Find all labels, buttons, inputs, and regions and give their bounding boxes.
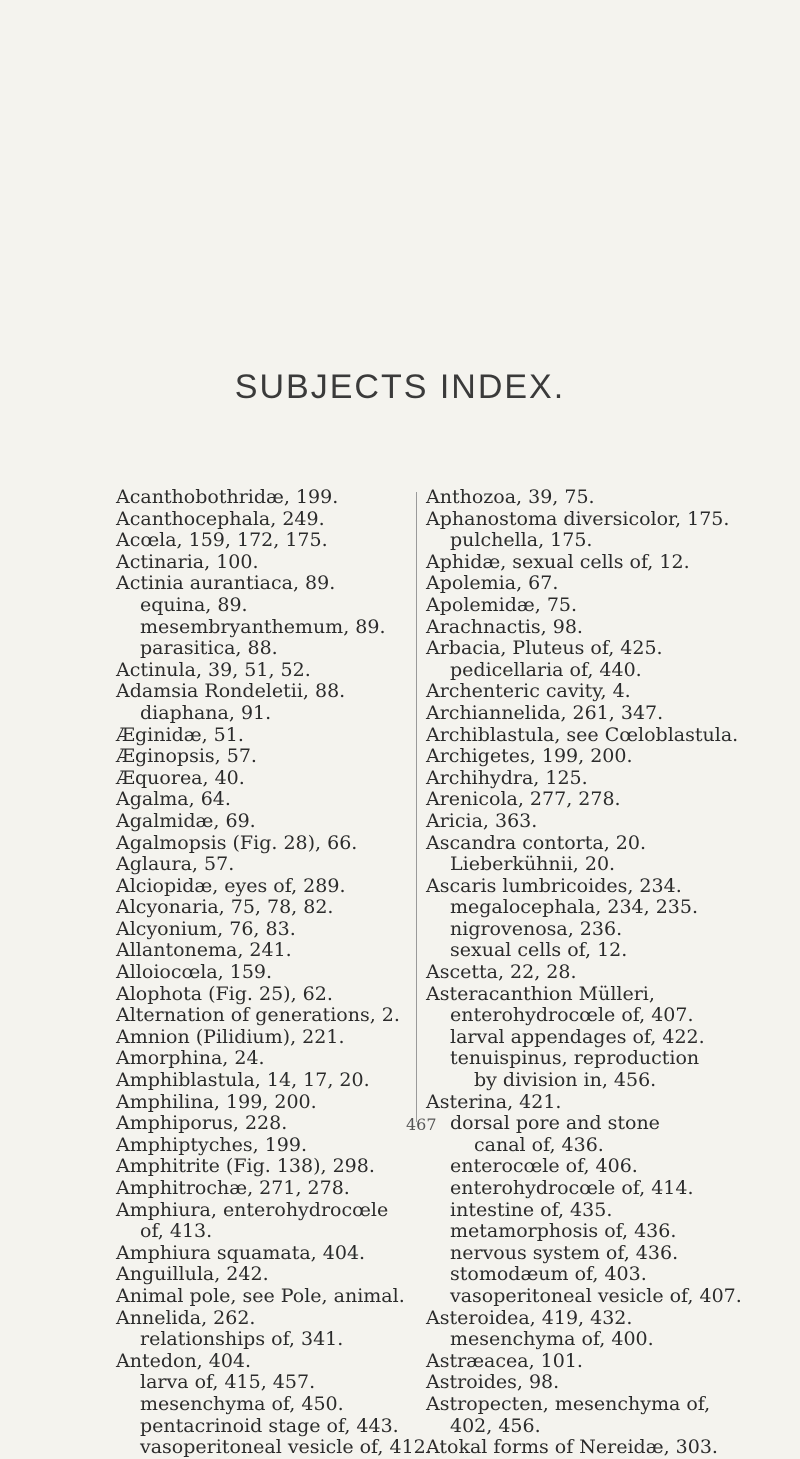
index-entry: Æginidæ, 51. [116, 723, 244, 746]
index-entry: Aricia, 363. [426, 809, 538, 832]
index-subentry: nervous system of, 436. [450, 1241, 679, 1264]
index-subentry: pulchella, 175. [450, 529, 593, 552]
index-subentry: enterohydrocœle of, 414. [450, 1177, 694, 1199]
index-subentry: equina, 89. [140, 593, 248, 616]
index-entry: Amphitrochæ, 271, 278. [116, 1177, 350, 1199]
index-entry: Agalma, 64. [116, 788, 231, 811]
index-entry: Aphidæ, sexual cells of, 12. [426, 550, 690, 573]
index-subentry: pentacrinoid stage of, 443. [140, 1414, 399, 1437]
index-entry: Ascaris lumbricoides, 234. [426, 874, 682, 897]
index-subentry: intestine of, 435. [450, 1198, 613, 1221]
index-subentry: dorsal pore and stone canal of, 436. [450, 1112, 660, 1156]
index-entry: Allantonema, 241. [116, 939, 292, 962]
index-entry: Astræacea, 101. [426, 1349, 583, 1372]
index-entry: Alloiocœla, 159. [116, 961, 273, 984]
index-entry: Amnion (Pilidium), 221. [116, 1025, 345, 1048]
index-entry: Æginopsis, 57. [116, 745, 257, 768]
index-entry: Arbacia, Pluteus of, 425. [426, 637, 663, 660]
index-entry: Acœla, 159, 172, 175. [116, 529, 328, 552]
index-entry: Archigetes, 199, 200. [426, 745, 633, 768]
index-entry: Antedon, 404. [116, 1349, 252, 1372]
index-entry: Asteracanthion Mülleri, enterohydrocœle of, 407. [426, 982, 694, 1027]
index-subentry: metamorphosis of, 436. [450, 1220, 677, 1243]
index-subentry: mesembryanthemum, 89. [140, 615, 386, 638]
index-entry: Apolemia, 67. [426, 572, 559, 595]
index-entry: Æquorea, 40. [116, 766, 245, 789]
index-entry: Astroides, 98. [426, 1371, 560, 1394]
index-entry: Anthozoa, 39, 75. [426, 486, 595, 508]
index-subentry: pedicellaria of, 440. [450, 658, 642, 681]
index-entry: Amphilina, 199, 200. [116, 1090, 317, 1113]
index-entry: Asteroidea, 419, 432. [426, 1306, 633, 1329]
index-entry: Alcyonaria, 75, 78, 82. [116, 896, 334, 919]
index-subentry: mesenchyma of, 450. [140, 1392, 344, 1415]
index-subentry: stomodæum of, 403. [450, 1263, 647, 1286]
index-entry: Amphiporus, 228. [116, 1112, 288, 1135]
index-subentry: larval appendages of, 422. [450, 1025, 705, 1048]
index-entry: Animal pole, see Pole, animal. [116, 1284, 405, 1307]
index-entry: Amphiptyches, 199. [116, 1133, 308, 1156]
index-entry: Agalmopsis (Fig. 28), 66. [116, 831, 358, 854]
index-entry: Acanthocephala, 249. [116, 507, 325, 530]
index-entry: Astropecten, mesenchyma of, 402, 456. [426, 1392, 711, 1437]
index-entry: Aglaura, 57. [116, 853, 235, 876]
page-number: 467 [406, 1115, 437, 1134]
index-entry: Asterina, 421. [426, 1090, 562, 1113]
index-entry: Ascandra contorta, 20. [426, 831, 647, 854]
index-entry: Amphitrite (Fig. 138), 298. [116, 1155, 375, 1178]
index-entry: Arachnactis, 98. [426, 615, 583, 638]
index-entry: Archiblastula, see Cœloblastula. [426, 723, 739, 746]
page-title: SUBJECTS INDEX. [234, 368, 566, 406]
index-subentry: larva of, 415, 457. [140, 1371, 316, 1394]
index-entry: Adamsia Rondeletii, 88. [116, 680, 346, 703]
index-subentry: vasoperitoneal vesicle of, 412. [140, 1436, 432, 1459]
index-subentry: Lieberkühnii, 20. [450, 853, 616, 876]
index-entry: Atokal forms of Nereidæ, 303. [426, 1436, 718, 1459]
index-entry: Amorphina, 24. [116, 1047, 265, 1070]
index-subentry: sexual cells of, 12. [450, 939, 628, 962]
index-subentry: nigrovenosa, 236. [450, 917, 623, 940]
index-subentry: vasoperitoneal vesicle of, 407. [450, 1284, 742, 1307]
index-entry: Actinaria, 100. [116, 550, 259, 573]
index-entry: Amphiblastula, 14, 17, 20. [116, 1069, 370, 1092]
index-entry: Archenteric cavity, 4. [426, 680, 631, 703]
index-subentry: diaphana, 91. [140, 701, 272, 724]
index-entry: Ascetta, 22, 28. [426, 961, 577, 984]
index-entry: Aphanostoma diversicolor, 175. [426, 507, 730, 530]
index-entry: Alternation of generations, 2. [116, 1004, 400, 1027]
index-subentry: enterocœle of, 406. [450, 1155, 638, 1178]
index-subentry: mesenchyma of, 400. [450, 1328, 654, 1351]
index-entry: Anguillula, 242. [116, 1263, 269, 1286]
index-column-right [426, 486, 742, 1459]
index-subentry: tenuispinus, reproduction by division in, 456. [450, 1047, 700, 1092]
index-entry: Actinula, 39, 51, 52. [116, 658, 311, 681]
index-entry: Alcyonium, 76, 83. [116, 917, 296, 940]
index-subentry: parasitica, 88. [140, 637, 278, 660]
index-entry: Arenicola, 277, 278. [426, 788, 621, 811]
index-entry: Archihydra, 125. [426, 766, 588, 789]
index-entry: Amphiura squamata, 404. [116, 1241, 366, 1264]
column-divider [416, 492, 417, 1122]
index-subentry: relationships of, 341. [140, 1328, 344, 1351]
index-entry: Agalmidæ, 69. [116, 809, 256, 832]
index-entry: Alciopidæ, eyes of, 289. [116, 874, 346, 897]
index-entry: Acanthobothridæ, 199. [116, 486, 339, 508]
index-entry: Alophota (Fig. 25), 62. [116, 982, 333, 1005]
index-entry: Amphiura, enterohydrocœle of, 413. [116, 1198, 389, 1243]
index-entry: Actinia aurantiaca, 89. [116, 572, 336, 595]
index-entry: Annelida, 262. [116, 1306, 256, 1329]
index-entry: Apolemidæ, 75. [426, 593, 578, 616]
index-subentry: megalocephala, 234, 235. [450, 896, 699, 919]
index-entry: Archiannelida, 261, 347. [426, 701, 664, 724]
